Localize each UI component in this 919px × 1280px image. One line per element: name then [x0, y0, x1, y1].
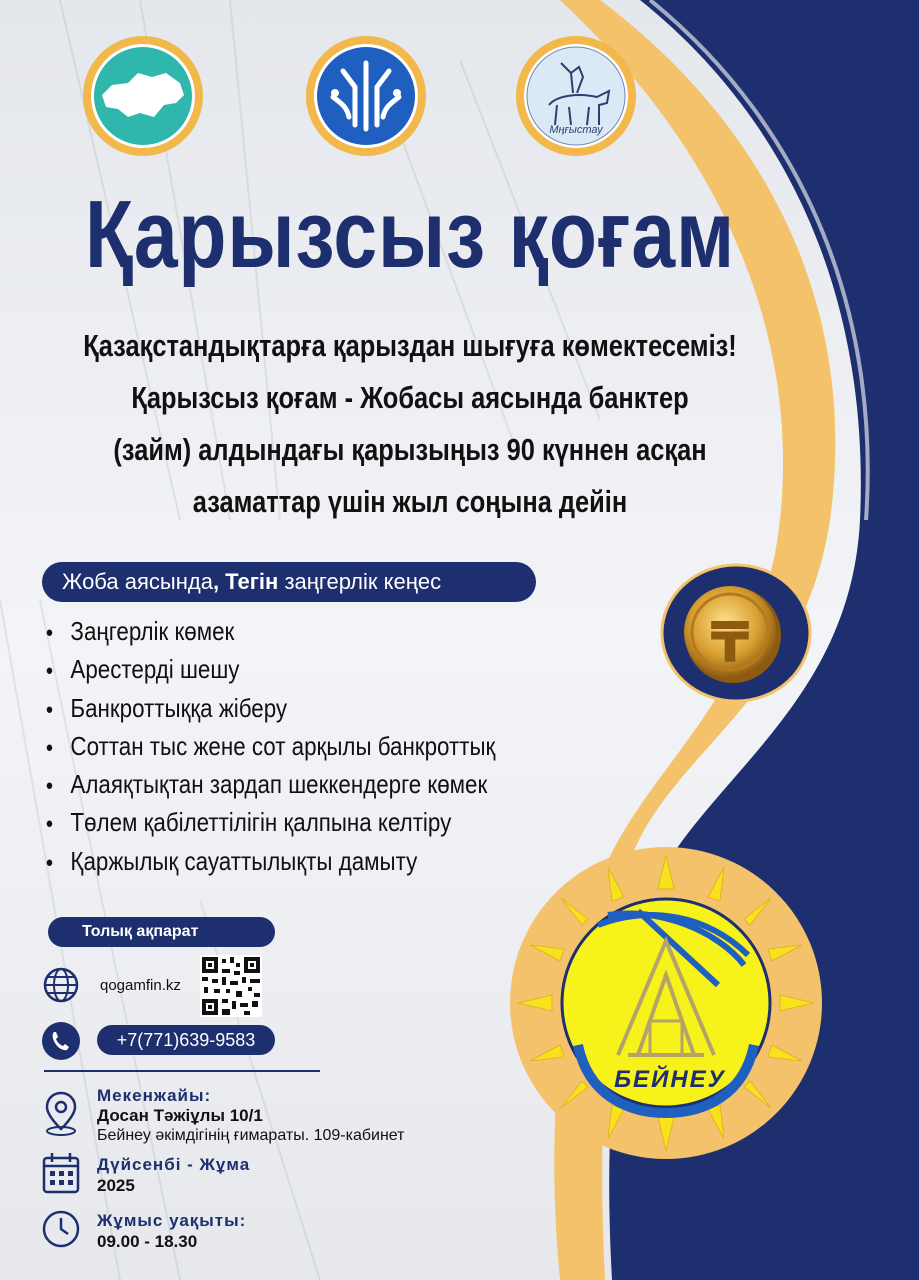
kazakhstan-map-icon	[80, 33, 206, 159]
intro-line: Қазақстандықтарға қарыздан шығуға көмектесеміз!	[83, 328, 737, 363]
phone-icon	[41, 1021, 81, 1061]
mangystau-caption: Мӊғыстау	[549, 124, 603, 136]
schedule-year: 2025	[97, 1176, 135, 1195]
phone-number[interactable]: +7(771)639-9583	[97, 1025, 275, 1055]
schedule-days: Дүйсенбі - Жұма	[97, 1155, 251, 1174]
intro-line: азаматтар үшін жыл соңына дейін	[192, 484, 628, 519]
list-item: ● Алаяқтықтан зардап шеккендерге көмек	[42, 765, 495, 803]
free-consultation-banner	[42, 562, 536, 602]
banner-comma: ,	[212, 569, 226, 594]
list-item: ● Соттан тыс жене сот арқылы банкроттық	[42, 727, 495, 765]
schedule-block	[97, 1154, 250, 1196]
address-building: Бейнеу әкімдігінің ғимараты. 109-кабинет	[97, 1127, 405, 1144]
list-item: ● Арестерді шешу	[42, 650, 495, 688]
list-item: ● Қаржылық сауаттылықты дамыту	[42, 842, 495, 880]
address-block	[97, 1086, 404, 1146]
list-item: ● Төлем қабілеттілігін қалпына келтіру	[42, 803, 495, 841]
beineu-caption: БЕЙНЕУ	[614, 1066, 726, 1093]
banner-text-post: заңгерлік кеңес	[278, 569, 442, 594]
page-title: Қарызсыз қоғам	[84, 181, 736, 288]
calendar-icon	[40, 1150, 82, 1196]
horse-rider-icon	[513, 33, 639, 159]
address-label: Мекенжайы:	[97, 1086, 212, 1105]
banner-text-bold: Тегін	[225, 569, 279, 594]
banner-text-pre: Жоба аясында	[62, 569, 213, 594]
list-item: ● Банкроттыққа жіберу	[42, 689, 495, 727]
hours-label: Жұмыс уақыты:	[97, 1211, 247, 1230]
divider	[44, 1070, 320, 1072]
services-list	[42, 612, 569, 880]
intro-text	[10, 320, 810, 528]
location-pin-icon	[40, 1089, 82, 1137]
website-link[interactable]: qogamfin.kz	[100, 977, 181, 994]
beineu-emblem-icon	[508, 845, 824, 1161]
address-street: Досан Тәжіұлы 10/1	[97, 1106, 263, 1125]
hours-block	[97, 1210, 246, 1252]
hours-value: 09.00 - 18.30	[97, 1232, 198, 1251]
clock-icon	[40, 1208, 82, 1250]
intro-line: (займ) алдындағы қарызыңыз 90 күннен асқан	[113, 432, 707, 467]
qr-code-icon[interactable]	[200, 955, 262, 1017]
more-info-label: Толық ақпарат	[48, 917, 275, 947]
list-item: ● Заңгерлік көмек	[42, 612, 495, 650]
intro-line: Қарызсыз қоғам - Жобасы аясында банктер	[131, 380, 689, 415]
globe-icon	[42, 966, 80, 1004]
logo-icon	[303, 33, 429, 159]
coin-symbol: ₸	[710, 611, 750, 674]
